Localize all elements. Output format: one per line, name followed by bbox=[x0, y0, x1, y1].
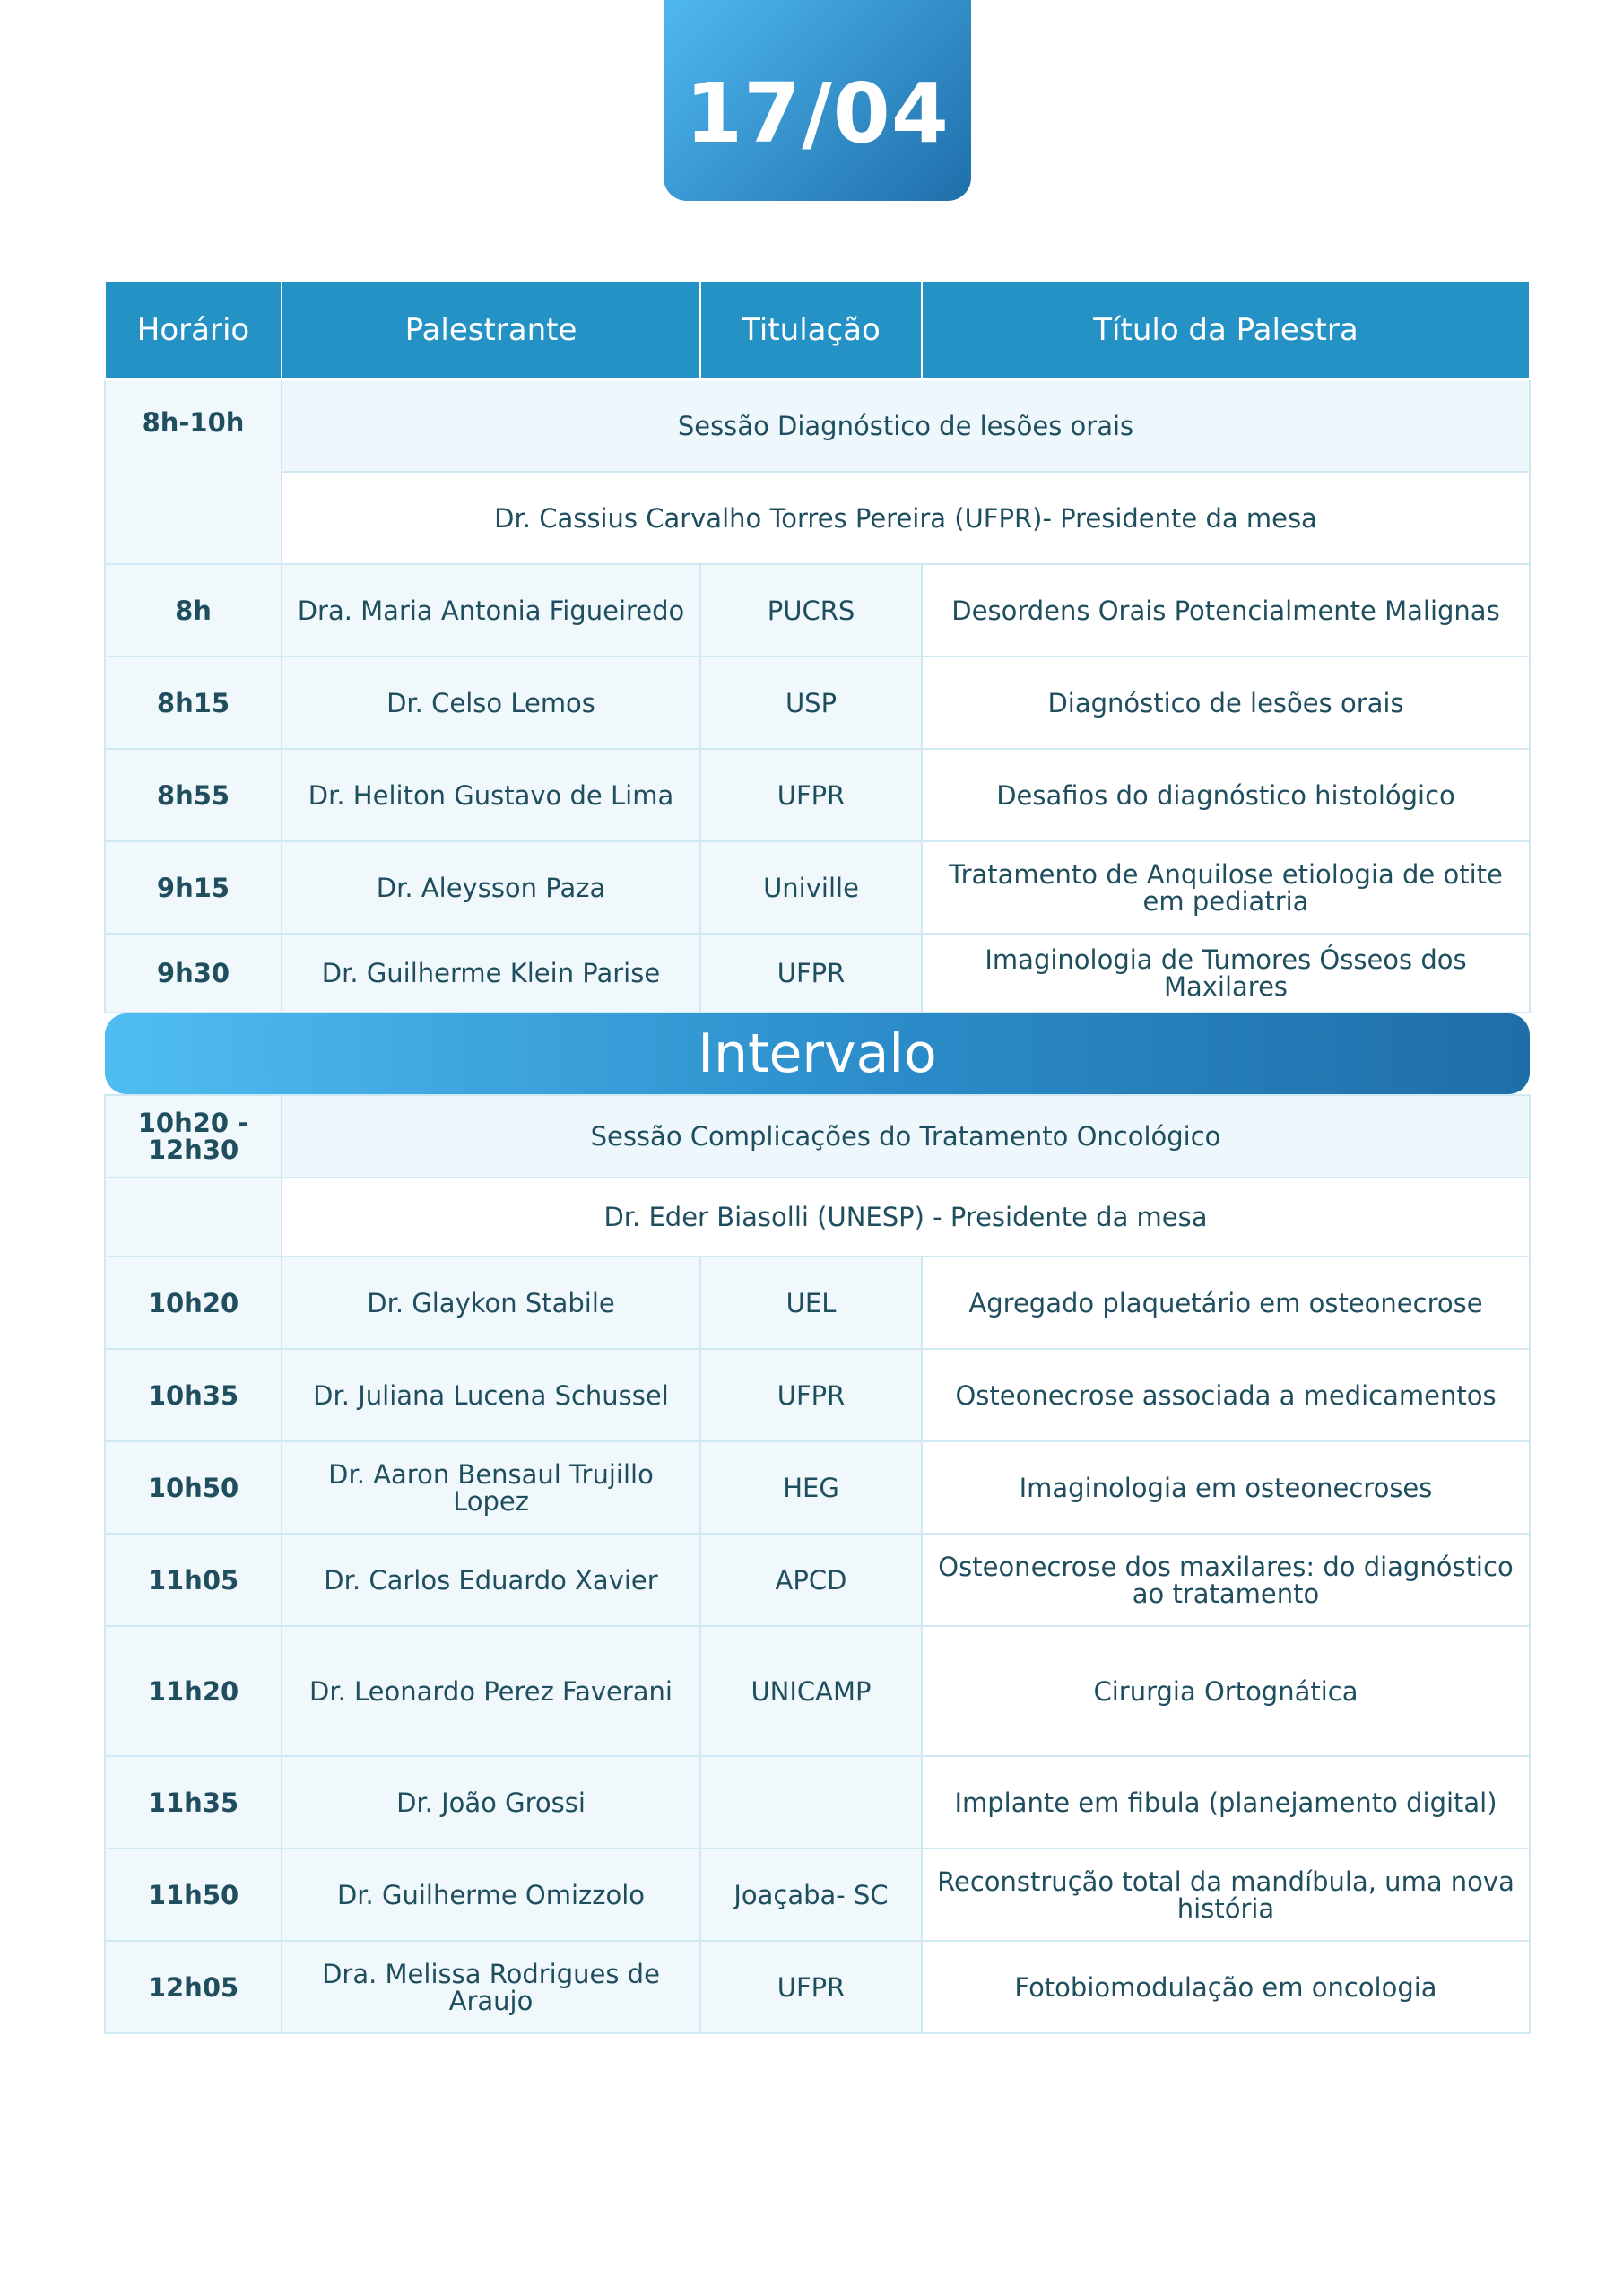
table-row bbox=[105, 1848, 1530, 1941]
table-row bbox=[105, 1534, 1530, 1626]
talk-org: Joaçaba- SC bbox=[700, 1848, 922, 1941]
table-row bbox=[105, 1257, 1530, 1349]
talk-title: Cirurgia Ortognática bbox=[922, 1626, 1530, 1756]
table-row bbox=[105, 934, 1530, 1013]
session-name: Sessão Diagnóstico de lesões orais bbox=[282, 379, 1530, 472]
talk-time: 11h50 bbox=[105, 1848, 282, 1941]
talk-title: Fotobiomodulação em oncologia bbox=[922, 1941, 1530, 2033]
chair-row bbox=[105, 472, 1530, 564]
header-speaker: Palestrante bbox=[282, 282, 700, 379]
session-time: 10h20 - 12h30 bbox=[105, 1095, 282, 1178]
date-label: 17/04 bbox=[685, 65, 950, 161]
talk-org: Univille bbox=[700, 841, 922, 934]
talk-speaker: Dr. Glaykon Stabile bbox=[282, 1257, 700, 1349]
chair-row bbox=[105, 1178, 1530, 1257]
session-chair: Dr. Eder Biasolli (UNESP) - Presidente da mesa bbox=[282, 1178, 1530, 1257]
talk-time: 10h35 bbox=[105, 1349, 282, 1441]
talk-speaker: Dr. Guilherme Omizzolo bbox=[282, 1848, 700, 1941]
talk-speaker: Dr. Celso Lemos bbox=[282, 657, 700, 749]
date-banner bbox=[664, 0, 971, 201]
talk-title: Tratamento de Anquilose etiologia de otite em pediatria bbox=[922, 841, 1530, 934]
talk-title: Osteonecrose associada a medicamentos bbox=[922, 1349, 1530, 1441]
talk-speaker: Dr. Juliana Lucena Schussel bbox=[282, 1349, 700, 1441]
talk-speaker: Dra. Maria Antonia Figueiredo bbox=[282, 564, 700, 657]
talk-title: Imaginologia de Tumores Ósseos dos Maxilares bbox=[922, 934, 1530, 1013]
talk-title: Osteonecrose dos maxilares: do diagnóstico ao tratamento bbox=[922, 1534, 1530, 1626]
talk-speaker: Dr. Aleysson Paza bbox=[282, 841, 700, 934]
header-title-role: Titulação bbox=[700, 282, 922, 379]
talk-title: Implante em fibula (planejamento digital) bbox=[922, 1756, 1530, 1848]
talk-time: 11h20 bbox=[105, 1626, 282, 1756]
talk-speaker: Dra. Melissa Rodrigues de Araujo bbox=[282, 1941, 700, 2033]
talk-org: UFPR bbox=[700, 749, 922, 841]
talk-time: 8h55 bbox=[105, 749, 282, 841]
table-row bbox=[105, 1349, 1530, 1441]
session-row bbox=[105, 1095, 1530, 1178]
interval-banner: Intervalo bbox=[105, 1013, 1530, 1094]
table-row bbox=[105, 564, 1530, 657]
header-talk-title: Título da Palestra bbox=[922, 282, 1530, 379]
talk-title: Agregado plaquetário em osteonecrose bbox=[922, 1257, 1530, 1349]
talk-speaker: Dr. Guilherme Klein Parise bbox=[282, 934, 700, 1013]
table-row bbox=[105, 1756, 1530, 1848]
header-time: Horário bbox=[105, 282, 282, 379]
talk-time: 10h20 bbox=[105, 1257, 282, 1349]
session-name: Sessão Complicações do Tratamento Oncológico bbox=[282, 1095, 1530, 1178]
talk-org bbox=[700, 1756, 922, 1848]
talk-time: 12h05 bbox=[105, 1941, 282, 2033]
talk-org: UFPR bbox=[700, 1349, 922, 1441]
table-row bbox=[105, 1441, 1530, 1534]
talk-speaker: Dr. Leonardo Perez Faverani bbox=[282, 1626, 700, 1756]
talk-speaker: Dr. Heliton Gustavo de Lima bbox=[282, 749, 700, 841]
talk-title: Imaginologia em osteonecroses bbox=[922, 1441, 1530, 1534]
session-chair: Dr. Cassius Carvalho Torres Pereira (UFPR)- Presidente da mesa bbox=[282, 472, 1530, 564]
talk-speaker: Dr. João Grossi bbox=[282, 1756, 700, 1848]
session-time: 8h-10h bbox=[105, 379, 282, 564]
talk-time: 10h50 bbox=[105, 1441, 282, 1534]
talk-time: 9h30 bbox=[105, 934, 282, 1013]
talk-time: 8h15 bbox=[105, 657, 282, 749]
talk-time: 8h bbox=[105, 564, 282, 657]
talk-org: HEG bbox=[700, 1441, 922, 1534]
talk-org: PUCRS bbox=[700, 564, 922, 657]
table-row bbox=[105, 841, 1530, 934]
talk-time: 11h05 bbox=[105, 1534, 282, 1626]
talk-title: Desordens Orais Potencialmente Malignas bbox=[922, 564, 1530, 657]
schedule-table bbox=[104, 282, 1531, 2034]
session-row bbox=[105, 379, 1530, 472]
talk-org: APCD bbox=[700, 1534, 922, 1626]
table-row bbox=[105, 1626, 1530, 1756]
table-row bbox=[105, 749, 1530, 841]
talk-time: 9h15 bbox=[105, 841, 282, 934]
table-row bbox=[105, 1941, 1530, 2033]
talk-title: Reconstrução total da mandíbula, uma nova história bbox=[922, 1848, 1530, 1941]
talk-title: Desafios do diagnóstico histológico bbox=[922, 749, 1530, 841]
interval-row bbox=[105, 1013, 1530, 1095]
talk-org: UNICAMP bbox=[700, 1626, 922, 1756]
talk-speaker: Dr. Aaron Bensaul Trujillo Lopez bbox=[282, 1441, 700, 1534]
talk-title: Diagnóstico de lesões orais bbox=[922, 657, 1530, 749]
talk-org: UEL bbox=[700, 1257, 922, 1349]
talk-speaker: Dr. Carlos Eduardo Xavier bbox=[282, 1534, 700, 1626]
talk-org: UFPR bbox=[700, 934, 922, 1013]
header-row bbox=[105, 282, 1530, 379]
talk-org: UFPR bbox=[700, 1941, 922, 2033]
talk-time: 11h35 bbox=[105, 1756, 282, 1848]
talk-org: USP bbox=[700, 657, 922, 749]
table-row bbox=[105, 657, 1530, 749]
